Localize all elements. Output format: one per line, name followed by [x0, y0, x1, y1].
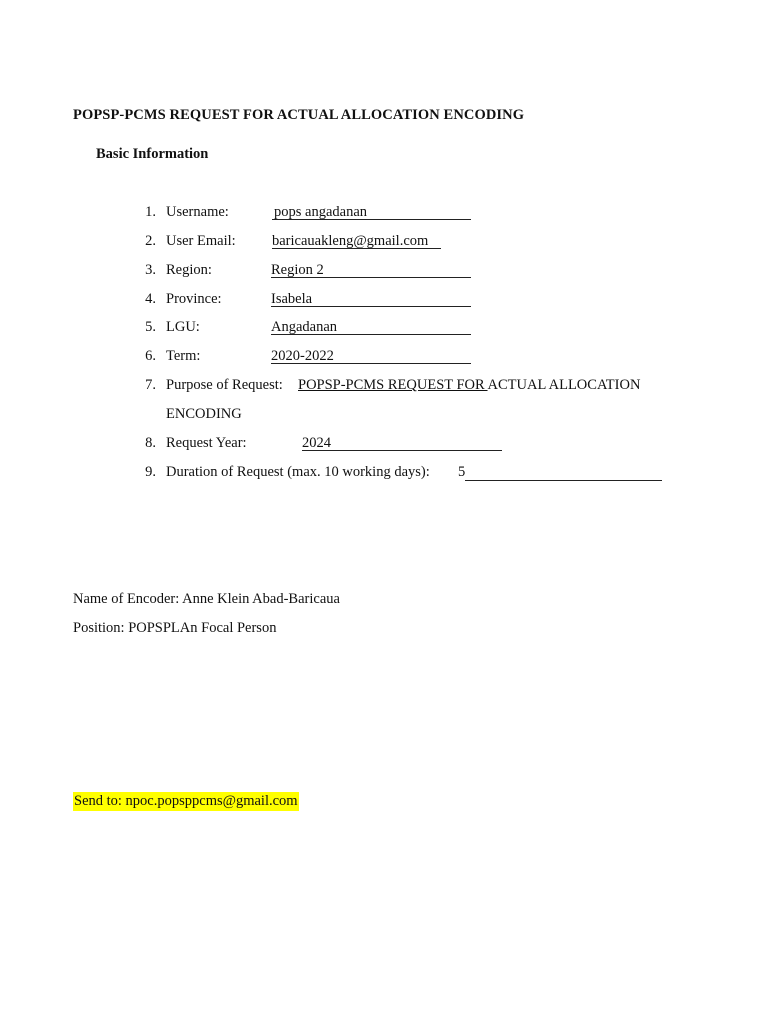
field-value: baricauakleng@gmail.com [272, 233, 429, 249]
field-number: 4. [145, 291, 156, 307]
field-underline [302, 450, 502, 451]
field-value: 2020-2022 [271, 348, 334, 364]
field-number: 6. [145, 348, 156, 364]
send-to-highlight: Send to: npoc.popsppcms@gmail.com [74, 793, 298, 809]
field-value-line-2: ENCODING [166, 406, 242, 422]
field-underline [271, 334, 471, 335]
field-value-underlined-part: POPSP-PCMS REQUEST FOR [298, 377, 488, 393]
field-number: 2. [145, 233, 156, 249]
field-value: Isabela [271, 291, 313, 307]
field-underline [272, 219, 471, 220]
field-number: 9. [145, 464, 156, 480]
field-label: Request Year: [166, 435, 247, 451]
field-label: LGU: [166, 319, 200, 335]
field-underline [271, 363, 471, 364]
field-label: Purpose of Request: [166, 377, 283, 393]
field-label: Username: [166, 204, 229, 220]
field-number: 1. [145, 204, 156, 220]
field-value: Region 2 [271, 262, 324, 278]
field-value: 5 [458, 464, 466, 480]
field-label: Province: [166, 291, 222, 307]
field-underline [272, 248, 441, 249]
field-value: 2024 [302, 435, 331, 451]
field-label: Region: [166, 262, 212, 278]
field-label: Duration of Request (max. 10 working days): [166, 464, 430, 480]
encoder-name: Name of Encoder: Anne Klein Abad-Baricaua [73, 591, 340, 607]
document-title: POPSP-PCMS REQUEST FOR ACTUAL ALLOCATION ENCODING [73, 107, 525, 123]
field-label: Term: [166, 348, 201, 364]
field-number: 5. [145, 319, 156, 335]
field-underline [465, 480, 662, 481]
field-value: pops angadanan [274, 204, 368, 220]
field-value-line-1 [298, 377, 640, 394]
field-number: 3. [145, 262, 156, 278]
field-label: User Email: [166, 233, 236, 249]
field-number: 8. [145, 435, 156, 451]
field-value-rest: ACTUAL ALLOCATION [487, 377, 641, 393]
field-underline [271, 277, 471, 278]
encoder-position: Position: POPSPLAn Focal Person [73, 620, 277, 636]
field-underline [271, 306, 471, 307]
field-value: Angadanan [271, 319, 338, 335]
section-heading-basic-information: Basic Information [96, 146, 209, 162]
field-number: 7. [145, 377, 156, 393]
